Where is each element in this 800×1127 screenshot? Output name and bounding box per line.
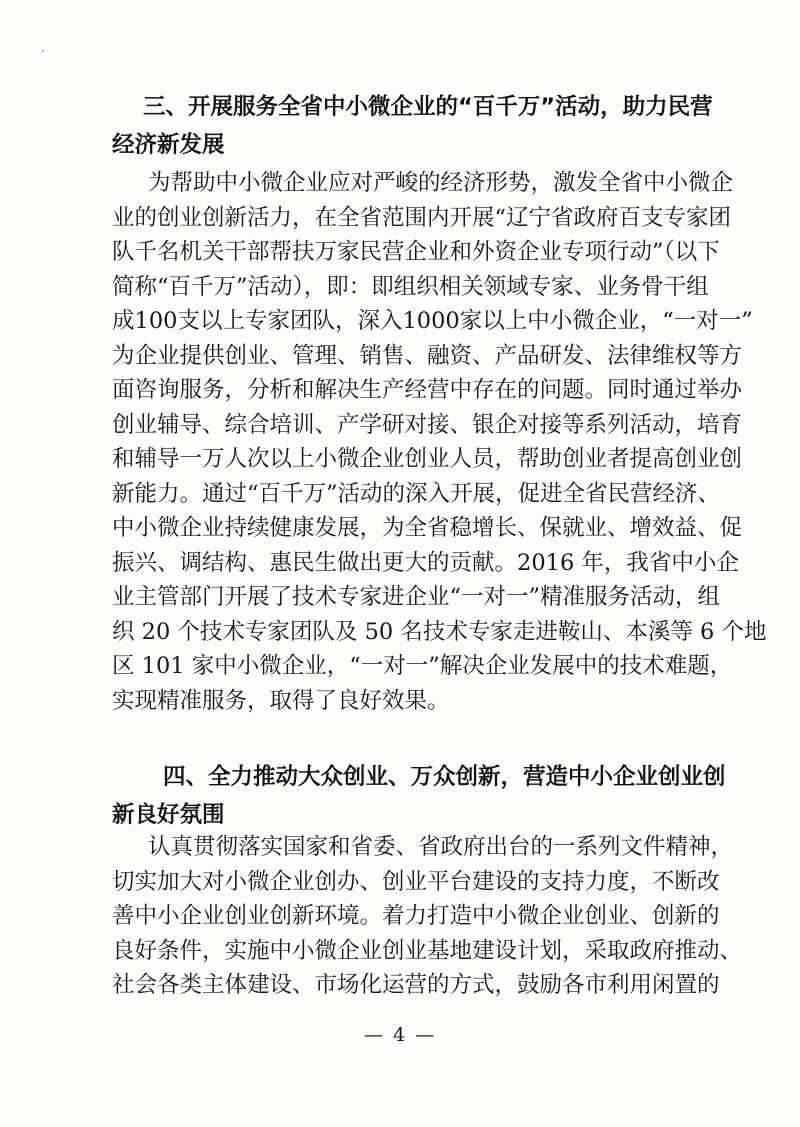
paragraph-line: 实现精准服务，取得了良好效果。: [112, 687, 450, 714]
section-heading-3: [112, 88, 712, 164]
paragraph-line: 为帮助中小微企业应对严峻的经济形势，激发全省中小微企: [148, 170, 734, 196]
heading-line: 经济新发展: [112, 132, 225, 158]
paragraph-line: 面咨询服务，分析和解决生产经营中存在的问题。同时通过举办: [112, 377, 743, 403]
paragraph-line: 和辅导一万人次以上小微企业创业人员，帮助创业者提高创业创: [112, 446, 743, 472]
paragraph-line: 切实加大对小微企业创办、创业平台建设的支持力度，不断改: [112, 868, 720, 895]
paragraph-line: 成100支以上专家团队，深入1000家以上中小微企业，“一对一”: [112, 308, 753, 334]
page-number: — 4 —: [363, 1024, 437, 1046]
paragraph-line: 业主管部门开展了技术专家进企业“一对一”精准服务活动，组: [112, 584, 721, 610]
section-4-paragraph: [112, 830, 743, 1003]
paragraph-line: 新能力。通过“百千万”活动的深入开展，促进全省民营经济、: [112, 480, 721, 507]
paragraph-line: 创业辅导、综合培训、产学研对接、银企对接等系列活动，培育: [112, 411, 743, 438]
paragraph-line: 振兴、调结构、惠民生做出更大的贡献。2016 年，我省中小企: [112, 549, 739, 576]
heading-line: 四、全力推动大众创业、万众创新，营造中小企业创业创: [163, 764, 726, 790]
section-3-paragraph: [112, 166, 767, 718]
paragraph-line: 为企业提供创业、管理、销售、融资、产品研发、法律维权等方: [112, 342, 743, 369]
paragraph-line: 织 20 个技术专家团队及 50 名技术专家走进鞍山、本溪等 6 个地: [112, 618, 767, 645]
paragraph-line: 中小微企业持续健康发展，为全省稳增长、保就业、增效益、促: [112, 515, 743, 541]
scan-speck: [42, 50, 44, 52]
paragraph-line: 队千名机关干部帮扶万家民营企业和外资企业专项行动”（以下: [112, 239, 720, 265]
paragraph-line: 业的创业创新活力，在全省范围内开展“辽宁省政府百支专家团: [112, 204, 732, 231]
heading-line: 新良好氛围: [112, 802, 225, 828]
heading-line: 三、开展服务全省中小微企业的“百千万”活动，助力民营: [143, 94, 713, 120]
paragraph-line: 良好条件，实施中小微企业创业基地建设计划，采取政府推动、: [112, 937, 743, 964]
paragraph-line: 善中小企业创业创新环境。着力打造中小微企业创业、创新的: [112, 903, 720, 929]
section-heading-4: [112, 758, 726, 834]
paragraph-line: 社会各类主体建设、市场化运营的方式，鼓励各市利用闲置的: [112, 972, 720, 998]
paragraph-line: 认真贯彻落实国家和省委、省政府出台的一系列文件精神，: [148, 834, 734, 860]
paragraph-line: 简称“百千万”活动），即：即组织相关领域专家、业务骨干组: [112, 273, 709, 300]
paragraph-line: 区 101 家中小微企业，“一对一”解决企业发展中的技术难题，: [112, 653, 733, 679]
